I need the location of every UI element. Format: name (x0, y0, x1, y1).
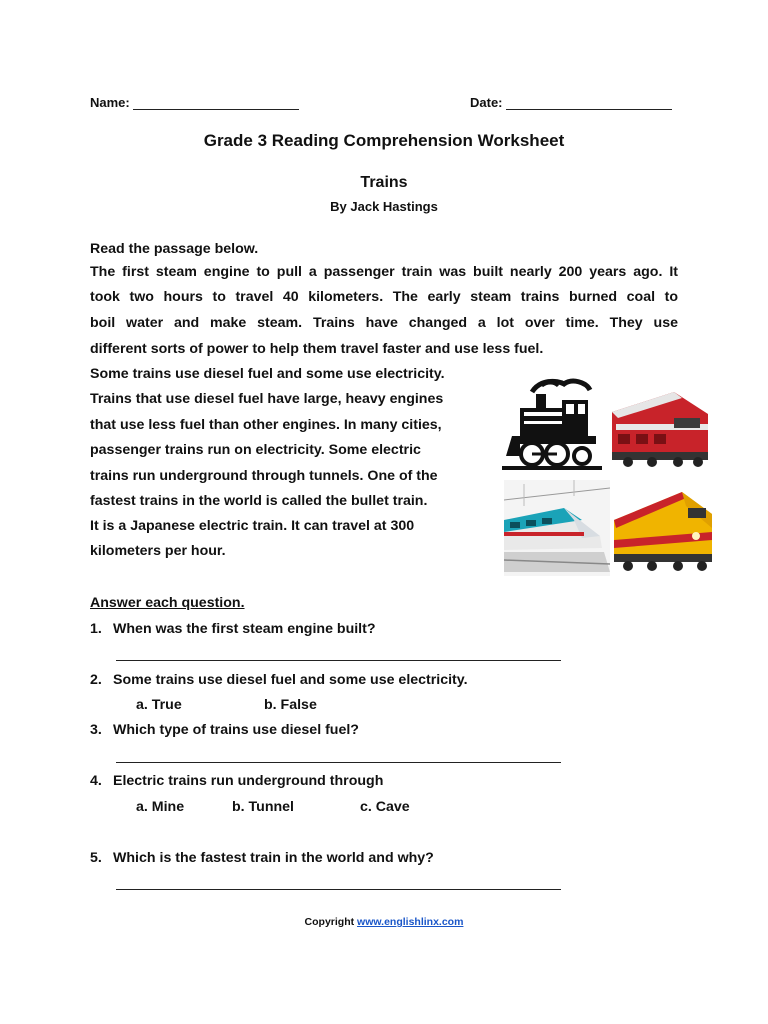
passage-line: that use less fuel than other engines. In many cities, (90, 417, 442, 433)
bullet-train-image (504, 480, 610, 576)
option-false[interactable]: b. False (264, 697, 317, 713)
question-number: 3. (90, 722, 102, 738)
worksheet-title: Grade 3 Reading Comprehension Worksheet (203, 131, 565, 150)
story-title: Trains (360, 174, 408, 191)
question-3 (90, 722, 359, 738)
yellow-diesel-train-image (612, 478, 716, 574)
option-tunnel[interactable]: b. Tunnel (232, 799, 294, 815)
name-label: Name: (90, 95, 130, 110)
question-text: Which type of trains use diesel fuel? (113, 722, 359, 738)
passage-line: boil water and make steam. Trains have changed a lot over time. They use (90, 315, 678, 331)
question-2 (90, 672, 468, 688)
question-1 (90, 621, 376, 637)
trains-image (498, 370, 720, 580)
question-text: Which is the fastest train in the world and why? (113, 850, 434, 866)
passage-line: fastest trains in the world is called the bullet train. (90, 493, 428, 509)
copyright (0, 916, 768, 928)
passage-line: kilometers per hour. (90, 543, 226, 559)
option-cave[interactable]: c. Cave (360, 799, 410, 815)
name-blank[interactable] (133, 97, 299, 110)
answer-line-3[interactable] (116, 762, 561, 763)
question-number: 5. (90, 850, 102, 866)
option-true[interactable]: a. True (136, 697, 182, 713)
question-5 (90, 850, 434, 866)
copyright-label: Copyright (304, 916, 355, 928)
option-mine[interactable]: a. Mine (136, 799, 185, 815)
passage-line: trains run underground through tunnels. One of the (90, 468, 438, 484)
answer-line-5[interactable] (116, 889, 561, 890)
question-number: 2. (90, 672, 102, 688)
name-field (90, 95, 299, 110)
passage-line: The first steam engine to pull a passenger train was built nearly 200 years ago. It (90, 264, 678, 280)
steam-locomotive-image (502, 374, 602, 474)
question-number: 1. (90, 621, 102, 637)
passage-line: Trains that use diesel fuel have large, heavy engines (90, 391, 444, 407)
date-blank[interactable] (506, 97, 672, 110)
date-label: Date: (470, 95, 503, 110)
questions-heading: Answer each question. (90, 595, 245, 611)
date-field (470, 95, 672, 110)
copyright-link[interactable]: www.englishlinx.com (357, 916, 464, 928)
question-number: 4. (90, 773, 102, 789)
question-4 (90, 773, 383, 789)
passage-line: different sorts of power to help them travel faster and use less fuel. (90, 341, 544, 357)
question-text: When was the first steam engine built? (113, 621, 376, 637)
question-text: Electric trains run underground through (113, 773, 384, 789)
red-diesel-train-image (604, 384, 716, 470)
instruction: Read the passage below. (90, 241, 259, 257)
question-text: Some trains use diesel fuel and some use electricity. (113, 672, 468, 688)
passage-line: It is a Japanese electric train. It can travel at 300 (90, 518, 415, 534)
passage-line: passenger trains run on electricity. Some electric (90, 442, 421, 458)
passage-line: took two hours to travel 40 kilometers. The early steam trains burned coal to (90, 289, 678, 305)
story-byline: By Jack Hastings (330, 199, 438, 214)
answer-line-1[interactable] (116, 660, 561, 661)
passage-line: Some trains use diesel fuel and some use electricity. (90, 366, 445, 382)
